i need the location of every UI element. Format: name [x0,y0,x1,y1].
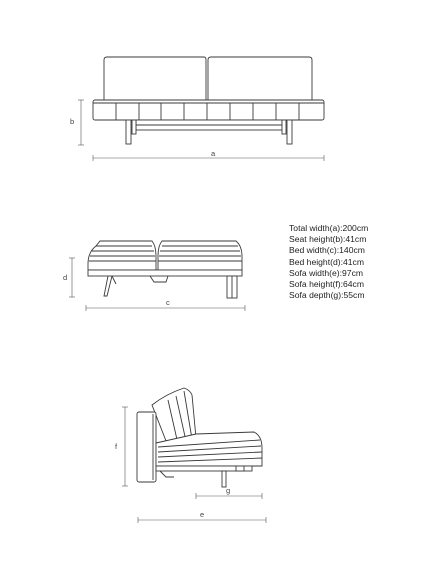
front-back-cushion-right [208,57,312,100]
spec-sofa-width: Sofa width(e):97cm [289,267,364,278]
front-dimension-a [93,149,324,161]
front-frame [126,120,292,144]
spec-sofa-height: Sofa height(f):64cm [289,279,364,290]
side-dimension-f [115,407,128,486]
dim-label-e: e [200,510,205,519]
side-dimension-g [196,486,262,499]
side-view [115,388,266,523]
dim-label-g: g [226,486,231,495]
bed-dimension-c [86,298,245,311]
spec-total-width: Total width(a):200cm [289,223,369,233]
bed-dimension-d [63,258,75,297]
spec-sofa-depth: Sofa depth(g):55cm [289,290,365,301]
spec-bed-width: Bed width(c):140cm [289,245,365,256]
dim-label-d: d [63,273,68,282]
bed-mattress [88,241,156,270]
dim-label-c: c [166,298,170,307]
bed-view [63,241,245,311]
dim-label-b: b [70,117,75,126]
bed-legs [104,276,237,298]
spec-bed-height: Bed height(d):41cm [289,256,364,267]
dim-label-a: a [211,149,216,158]
front-view [70,57,324,161]
front-dimension-b [70,100,84,145]
side-frame [156,466,252,487]
specifications-list [289,223,429,301]
dim-label-f: f [115,442,118,451]
side-dimension-e [138,510,266,523]
bed-frame [88,270,242,276]
spec-seat-height: Seat height(b):41cm [289,234,367,245]
front-back-cushion-left [104,57,206,100]
